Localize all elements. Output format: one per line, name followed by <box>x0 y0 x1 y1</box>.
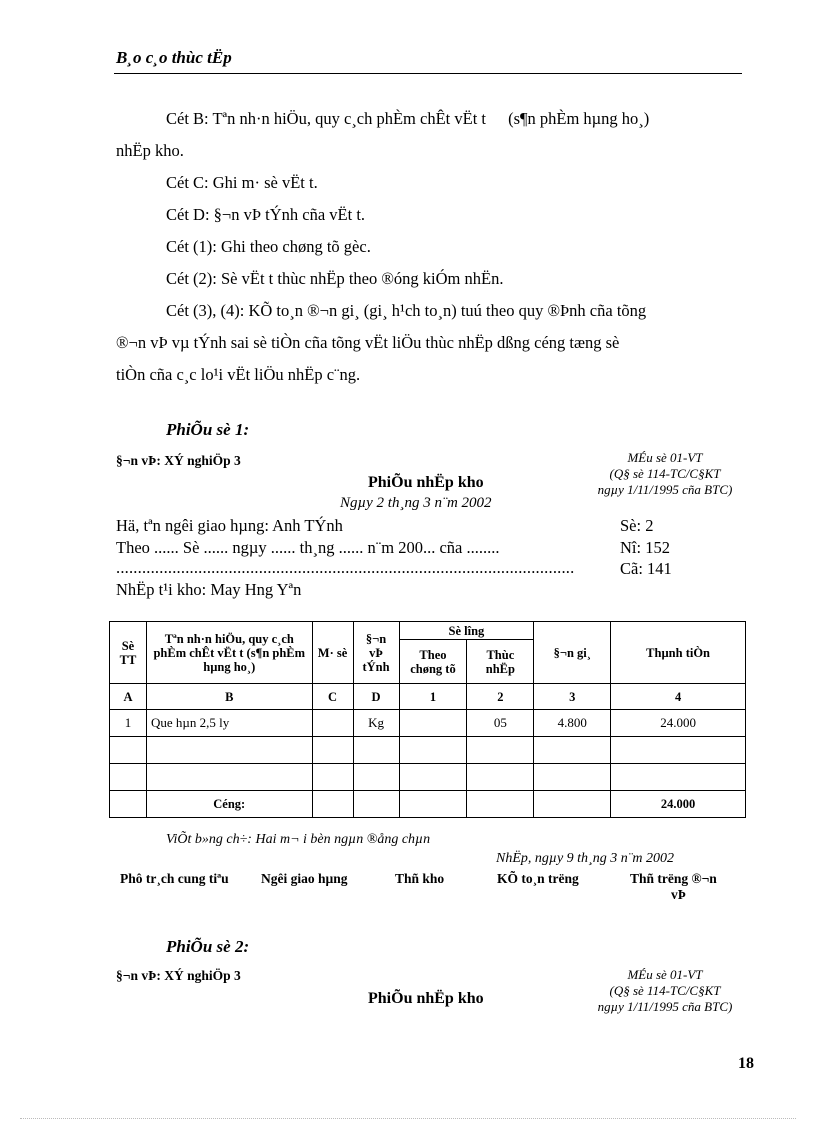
paragraph-col-2: Cét (2): Sè vËt t thùc nhËp theo ®óng kiÓm nhËn. <box>166 269 504 288</box>
index-cell: 1 <box>399 684 467 710</box>
cell-name: Que hµn 2,5 ly <box>146 710 312 737</box>
page-number: 18 <box>738 1055 754 1072</box>
form2-label: PhiÕu sè 2: <box>166 937 250 956</box>
empty-cell <box>467 737 534 764</box>
paragraph-col-d: Cét D: §¬n vÞ tÝnh cña vËt t. <box>166 205 366 224</box>
cell-qty-doc <box>399 710 467 737</box>
template-line: MÉu sè 01-VT <box>627 450 703 465</box>
empty-cell <box>110 737 147 764</box>
cell-price: 4.800 <box>534 710 611 737</box>
paragraph-col-3-4: Cét (3), (4): KÕ to¸n ®¬n gi¸ (gi¸ h¹ch to¸n) tuú theo quy ®Þnh cña tõng <box>166 301 647 320</box>
form1-unit: §¬n vÞ: XÝ nghiÖp 3 <box>116 453 241 468</box>
cell-code <box>312 710 353 737</box>
paragraph-col-1: Cét (1): Ghi theo chøng tõ gèc. <box>166 237 371 256</box>
header-rule <box>114 73 742 74</box>
empty-cell <box>146 764 312 791</box>
empty-cell <box>353 764 399 791</box>
form1-label: PhiÕu sè 1: <box>166 420 250 439</box>
cell-amount: 24.000 <box>611 710 746 737</box>
paragraph-text: nhËp kho. <box>116 141 184 160</box>
index-cell: D <box>353 684 399 710</box>
goods-receipt-table <box>109 621 746 818</box>
signature-storekeeper: Thñ kho <box>395 871 445 886</box>
empty-cell <box>353 791 399 818</box>
signature-director: Thñ trëng ®¬n <box>630 871 717 886</box>
empty-cell <box>312 791 353 818</box>
index-cell: B <box>146 684 312 710</box>
table-index-row <box>110 684 746 710</box>
index-cell: A <box>110 684 147 710</box>
total-amount: 24.000 <box>611 791 746 818</box>
empty-cell <box>353 737 399 764</box>
form1-credit-account: Cã: 141 <box>620 559 672 578</box>
form2-title: PhiÕu nhËp kho <box>368 990 484 1007</box>
paragraph-text: Cét B: Tªn nh·n hiÖu, quy c¸ch phÈm chÊt vËt t <box>166 109 486 128</box>
paragraph-text: tiÒn cña c¸c lo¹i vËt liÖu nhËp c¨ng. <box>116 365 361 384</box>
paragraph-col-b <box>166 103 649 135</box>
table-header-row <box>110 622 746 640</box>
signature-purchasing: Phô tr¸ch cung tiªu <box>120 871 229 886</box>
form1-deliverer: Hä, tªn ngêi giao hµng: Anh TÝnh <box>116 516 343 535</box>
table-row <box>110 710 746 737</box>
col-header-amount: Thµnh tiÒn <box>611 622 746 684</box>
empty-cell <box>534 737 611 764</box>
col-header-qty-real: Thùc nhËp <box>467 640 534 684</box>
template-line: (Q§ sè 114-TC/C§KT <box>609 983 721 998</box>
col-header-price: §¬n gi¸ <box>534 622 611 684</box>
cell-unit: Kg <box>353 710 399 737</box>
form1-title: PhiÕu nhËp kho <box>368 474 484 491</box>
empty-cell <box>611 737 746 764</box>
template-line: (Q§ sè 114-TC/C§KT <box>609 466 721 481</box>
table-row <box>110 737 746 764</box>
form1-debit-account: Nî: 152 <box>620 538 670 557</box>
empty-cell <box>312 737 353 764</box>
empty-cell <box>611 764 746 791</box>
empty-cell <box>399 764 467 791</box>
col-header-quantity: Sè lîng <box>399 622 534 640</box>
index-cell: 2 <box>467 684 534 710</box>
form1-warehouse: NhËp t¹i kho: May Hng Yªn <box>116 580 302 599</box>
template-line: ngµy 1/11/1995 cña BTC) <box>597 999 733 1014</box>
signature-chief-accountant: KÕ to¸n trëng <box>497 871 579 886</box>
paragraph-col-c: Cét C: Ghi m· sè vËt t. <box>166 173 318 192</box>
form1-reference: Theo ...... Sè ...... ngµy ...... th¸ng ...... n¨m 200... cña ........ <box>116 538 500 557</box>
cell-qty-real: 05 <box>467 710 534 737</box>
table-total-row <box>110 791 746 818</box>
cell-stt: 1 <box>110 710 147 737</box>
total-label: Céng: <box>146 791 312 818</box>
col-header-name: Tªn nh·n hiÖu, quy c¸ch phÈm chÊt vËt t (s¶n phÈm hµng ho¸) <box>146 622 312 684</box>
table-row <box>110 764 746 791</box>
form1-date: Ngµy 2 th¸ng 3 n¨m 2002 <box>340 495 492 511</box>
template-line: ngµy 1/11/1995 cña BTC) <box>597 482 733 497</box>
empty-cell <box>534 791 611 818</box>
col-header-code: M· sè <box>312 622 353 684</box>
empty-cell <box>467 764 534 791</box>
amount-in-words: ViÕt b»ng ch÷: Hai m¬ i bèn ngµn ®ång chµn <box>166 832 431 847</box>
empty-cell <box>146 737 312 764</box>
signature-director-cont: vÞ <box>671 887 686 902</box>
col-header-stt: Sè TT <box>110 622 147 684</box>
form1-template-code <box>580 450 750 498</box>
empty-cell <box>467 791 534 818</box>
empty-cell <box>110 764 147 791</box>
form1-dots: .......................................................................................................... <box>116 558 575 577</box>
signature-date: NhËp, ngµy 9 th¸ng 3 n¨m 2002 <box>496 851 674 866</box>
index-cell: 3 <box>534 684 611 710</box>
form1-number: Sè: 2 <box>620 516 654 535</box>
index-cell: 4 <box>611 684 746 710</box>
empty-cell <box>110 791 147 818</box>
page-header-title: B¸o c¸o thùc tËp <box>116 48 232 67</box>
paragraph-text: ®¬n vÞ vµ tÝnh sai sè tiÒn cña tõng vËt liÖu thùc nhËp dßng céng tæng sè <box>116 333 620 352</box>
index-cell: C <box>312 684 353 710</box>
template-line: MÉu sè 01-VT <box>627 967 703 982</box>
empty-cell <box>399 737 467 764</box>
signature-deliverer: Ngêi giao hµng <box>261 871 348 886</box>
footer-rule <box>20 1118 796 1119</box>
col-header-unit: §¬n vÞ tÝnh <box>353 622 399 684</box>
empty-cell <box>534 764 611 791</box>
form2-unit: §¬n vÞ: XÝ nghiÖp 3 <box>116 968 241 983</box>
form2-template-code <box>580 967 750 1015</box>
paragraph-text: (s¶n phÈm hµng ho¸) <box>508 109 650 128</box>
empty-cell <box>399 791 467 818</box>
col-header-qty-doc: Theo chøng tõ <box>399 640 467 684</box>
empty-cell <box>312 764 353 791</box>
